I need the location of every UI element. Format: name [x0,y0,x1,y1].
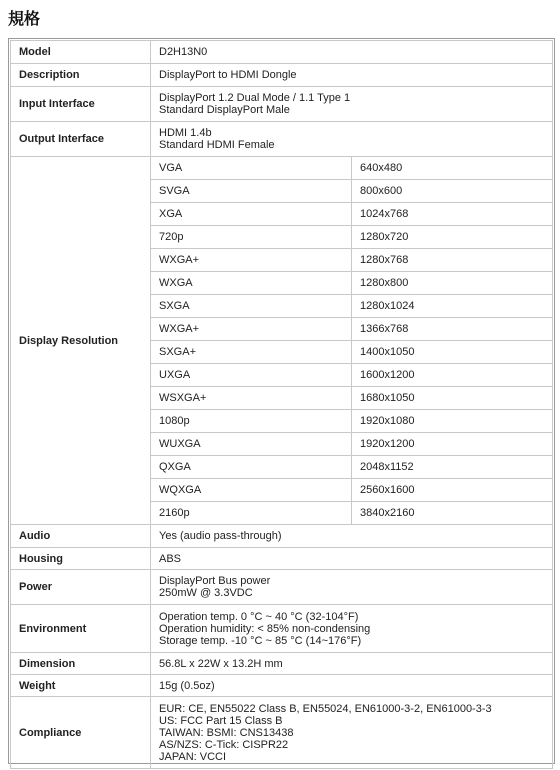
resolution-name: WUXGA [151,433,352,456]
value-dimension: 56.8L x 22W x 13.2H mm [151,653,553,675]
row-model [11,41,553,64]
value-line: DisplayPort Bus power [159,575,271,587]
resolution-value: 3840x2160 [352,502,553,525]
value-line: 250mW @ 3.3VDC [159,587,253,599]
resolution-value: 1400x1050 [352,341,553,364]
label-model: Model [11,41,151,64]
resolution-name: WXGA [151,272,352,295]
resolution-name: VGA [151,157,352,180]
label-description: Description [11,64,151,87]
resolution-name: WXGA+ [151,249,352,272]
label-environment: Environment [11,605,151,653]
resolution-value: 2048x1152 [352,456,553,479]
value-line: Operation temp. 0 °C ~ 40 °C (32-104°F) [159,610,359,623]
resolution-name: 2160p [151,502,352,525]
value-line: HDMI 1.4b [159,127,212,139]
resolution-name: QXGA [151,456,352,479]
label-output-interface: Output Interface [11,122,151,157]
row-weight [11,675,553,697]
resolution-name: SXGA [151,295,352,318]
row-description [11,64,553,87]
value-line: DisplayPort 1.2 Dual Mode / 1.1 Type 1 [159,92,351,104]
resolution-name: 1080p [151,410,352,433]
row-compliance [11,697,553,769]
resolution-value: 1366x768 [352,318,553,341]
spec-table [10,40,553,769]
resolution-value: 1920x1200 [352,433,553,456]
value-line: US: FCC Part 15 Class B [159,714,283,727]
value-model: D2H13N0 [151,41,553,64]
label-display-resolution: Display Resolution [11,157,151,525]
label-power: Power [11,570,151,605]
value-line: Standard DisplayPort Male [159,104,290,116]
value-environment [151,605,553,653]
value-line: EUR: CE, EN55022 Class B, EN55024, EN61000-3-2, EN61000-3-3 [159,702,492,715]
value-line: AS/NZS: C-Tick: CISPR22 [159,738,289,751]
resolution-value: 800x600 [352,180,553,203]
resolution-value: 1024x768 [352,203,553,226]
resolution-name: 720p [151,226,352,249]
value-output-interface [151,122,553,157]
resolution-value: 1680x1050 [352,387,553,410]
value-description: DisplayPort to HDMI Dongle [151,64,553,87]
row-power [11,570,553,605]
resolution-name: XGA [151,203,352,226]
label-compliance: Compliance [11,697,151,769]
value-line: TAIWAN: BSMI: CNS13438 [159,726,294,739]
label-input-interface: Input Interface [11,87,151,122]
value-input-interface [151,87,553,122]
value-power [151,570,553,605]
row-input-interface [11,87,553,122]
row-output-interface [11,122,553,157]
label-housing: Housing [11,548,151,570]
resolution-value: 1600x1200 [352,364,553,387]
label-audio: Audio [11,525,151,548]
value-weight: 15g (0.5oz) [151,675,553,697]
value-audio: Yes (audio pass-through) [151,525,553,548]
resolution-value: 1280x720 [352,226,553,249]
resolution-name: UXGA [151,364,352,387]
resolution-value: 1280x1024 [352,295,553,318]
resolution-value: 2560x1600 [352,479,553,502]
page-title: 規格 [8,9,41,28]
row-environment [11,605,553,653]
resolution-name: SXGA+ [151,341,352,364]
row-housing [11,548,553,570]
value-housing: ABS [151,548,553,570]
row-dimension [11,653,553,675]
value-line: JAPAN: VCCI [159,750,227,763]
resolution-name: SVGA [151,180,352,203]
resolution-value: 1280x768 [352,249,553,272]
value-line: Standard HDMI Female [159,139,275,151]
resolution-value: 1920x1080 [352,410,553,433]
label-dimension: Dimension [11,653,151,675]
value-compliance [151,697,553,769]
resolution-value: 640x480 [352,157,553,180]
resolution-name: WQXGA [151,479,352,502]
row-audio [11,525,553,548]
resolution-row [11,157,553,180]
value-line: Storage temp. -10 °C ~ 85 °C (14~176°F) [159,634,362,647]
resolution-value: 1280x800 [352,272,553,295]
resolution-name: WSXGA+ [151,387,352,410]
value-line: Operation humidity: < 85% non-condensing [159,622,371,635]
label-weight: Weight [11,675,151,697]
resolution-name: WXGA+ [151,318,352,341]
